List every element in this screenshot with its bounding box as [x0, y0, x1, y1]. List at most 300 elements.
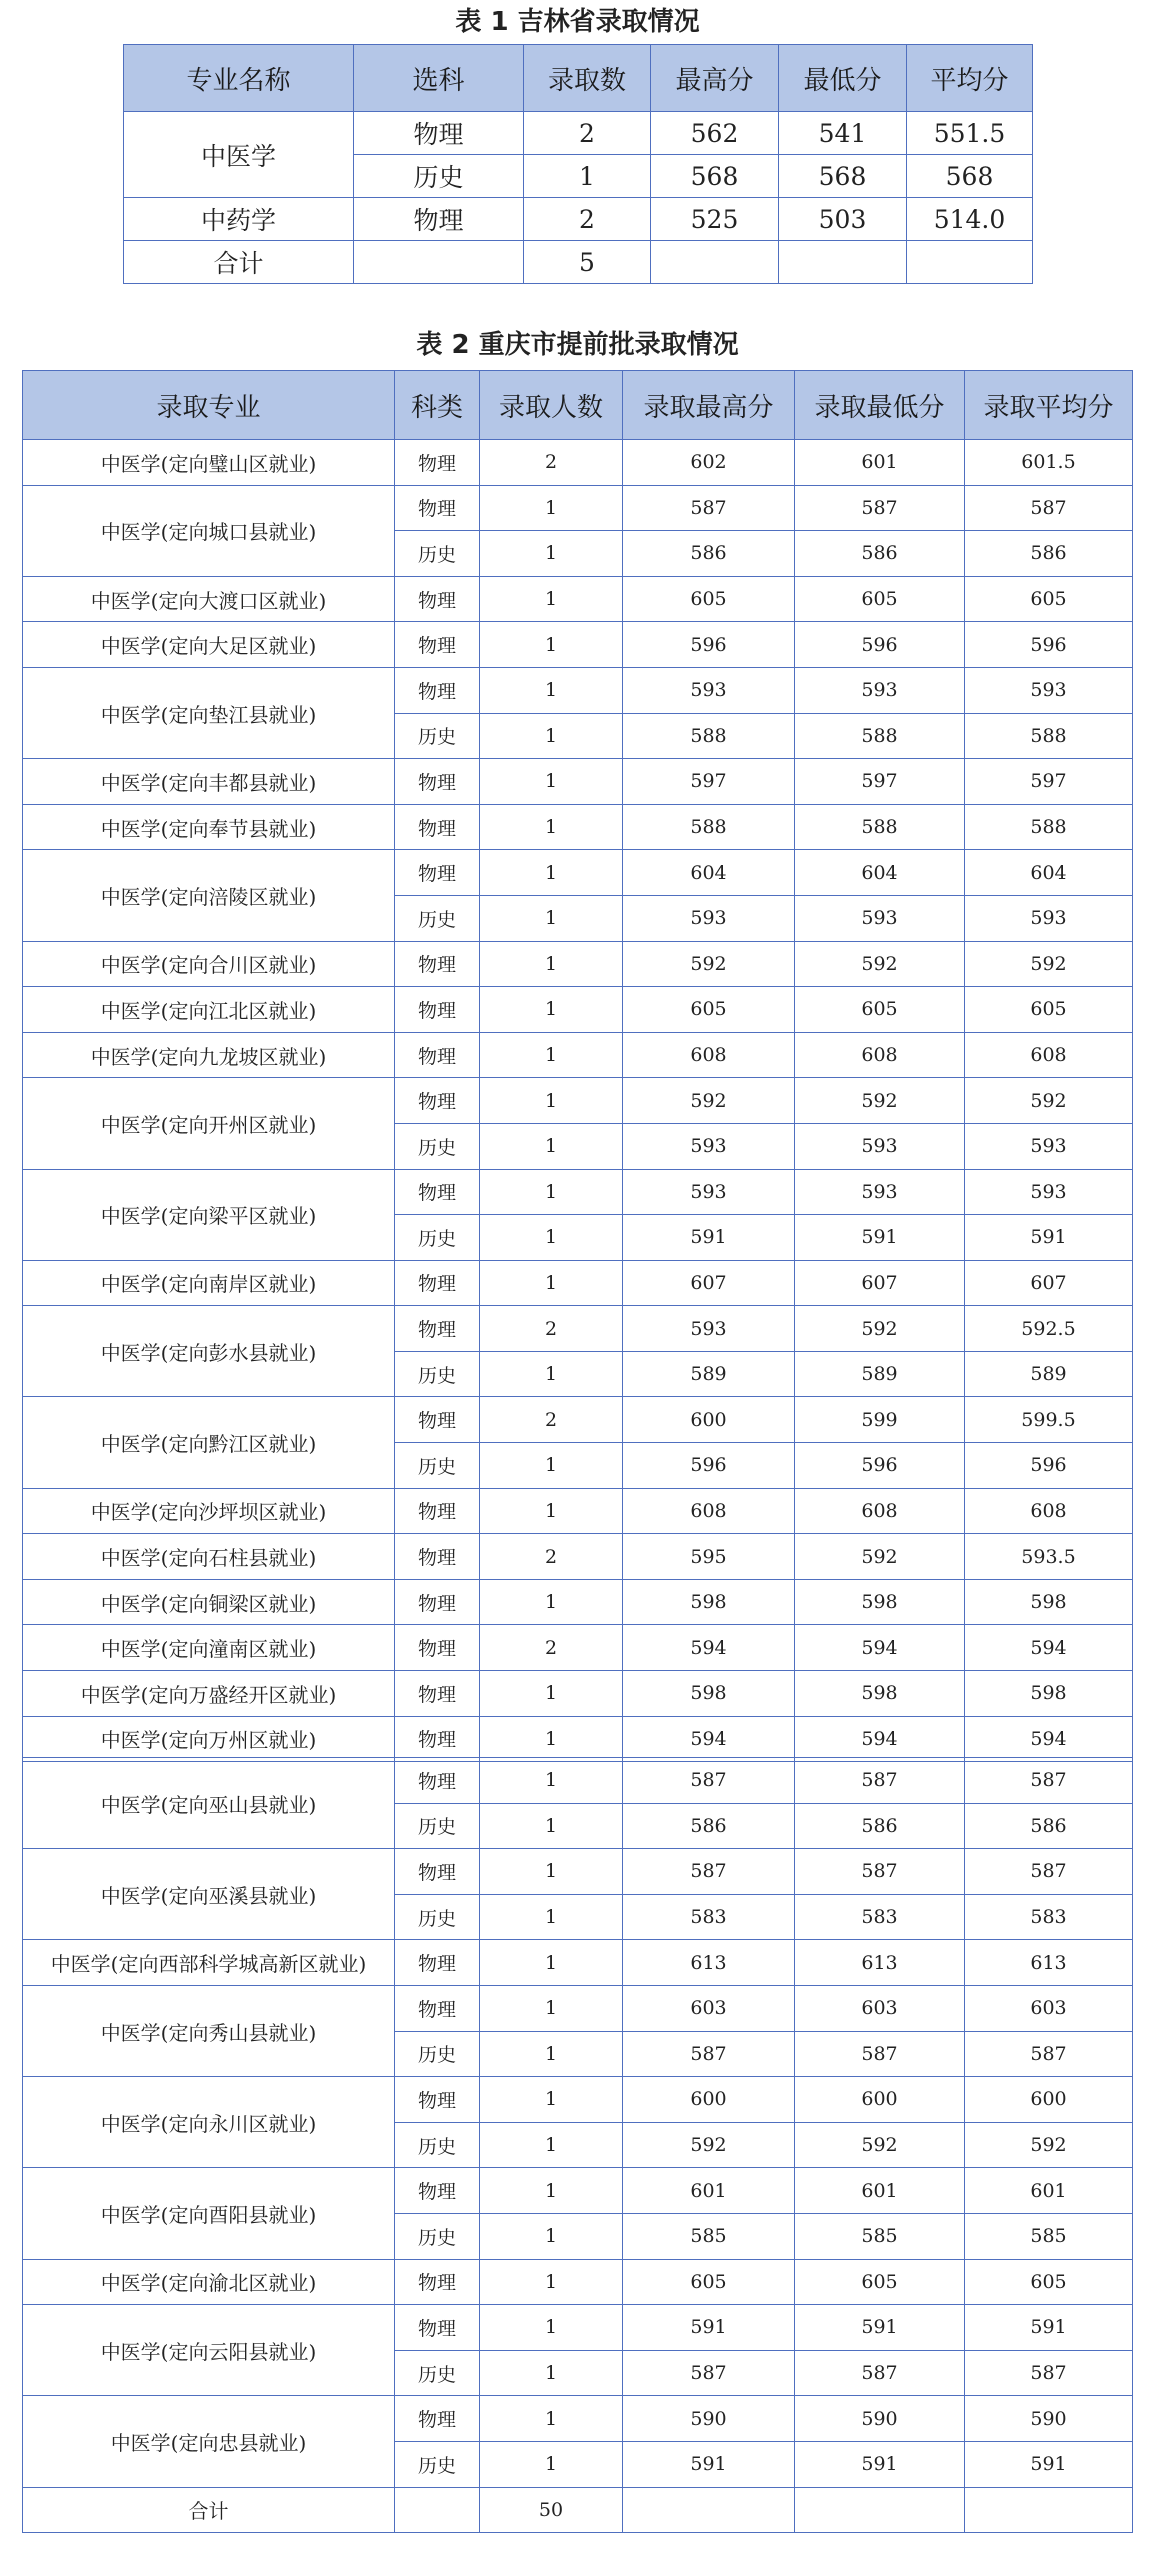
- table-row: [23, 1306, 1133, 1352]
- count-cell: 1: [480, 1443, 623, 1489]
- header-subject: 选科: [354, 45, 524, 112]
- table-row: [23, 667, 1133, 713]
- min-cell: 608: [795, 1032, 965, 1078]
- min-cell: 596: [795, 1443, 965, 1489]
- max-cell: 605: [623, 987, 795, 1033]
- max-cell: 593: [623, 1306, 795, 1352]
- avg-cell: 601.5: [965, 440, 1133, 486]
- header-major: 专业名称: [124, 45, 354, 112]
- avg-cell: 587: [965, 2350, 1133, 2396]
- table-row: [23, 987, 1133, 1033]
- count-cell: 1: [480, 1940, 623, 1986]
- total-row: [124, 241, 1033, 284]
- subject-cell: 物理: [395, 850, 480, 896]
- empty-cell: [779, 241, 907, 284]
- chongqing-admission-table: [22, 370, 1133, 1762]
- max-cell: 586: [623, 1803, 795, 1849]
- min-cell: 613: [795, 1940, 965, 1986]
- avg-cell: 588: [965, 804, 1133, 850]
- count-cell: 1: [480, 2122, 623, 2168]
- min-cell: 592: [795, 941, 965, 987]
- max-cell: 593: [623, 1169, 795, 1215]
- major-cell: 中医学(定向垫江县就业): [23, 667, 395, 758]
- avg-cell: 585: [965, 2213, 1133, 2259]
- major-cell: 中医学(定向黔江区就业): [23, 1397, 395, 1488]
- major-cell: 中医学(定向石柱县就业): [23, 1534, 395, 1580]
- min-cell: 583: [795, 1894, 965, 1940]
- major-cell: 中医学(定向云阳县就业): [23, 2305, 395, 2396]
- min-cell: 585: [795, 2213, 965, 2259]
- count-cell: 2: [480, 1306, 623, 1352]
- subject-cell: 物理: [395, 1032, 480, 1078]
- max-cell: 568: [651, 155, 779, 198]
- total-count: 50: [480, 2487, 623, 2533]
- table-row: [23, 1534, 1133, 1580]
- count-cell: 1: [480, 850, 623, 896]
- count-cell: 1: [480, 1803, 623, 1849]
- subject-cell: 物理: [395, 1758, 480, 1804]
- avg-cell: 587: [965, 2031, 1133, 2077]
- count-cell: 1: [480, 941, 623, 987]
- count-cell: 1: [480, 2168, 623, 2214]
- subject-cell: 物理: [395, 987, 480, 1033]
- min-cell: 594: [795, 1625, 965, 1671]
- avg-cell: 598: [965, 1579, 1133, 1625]
- avg-cell: 594: [965, 1625, 1133, 1671]
- max-cell: 600: [623, 1397, 795, 1443]
- table-row: [23, 941, 1133, 987]
- subject-cell: 物理: [395, 2168, 480, 2214]
- max-cell: 605: [623, 576, 795, 622]
- subject-cell: 物理: [395, 1716, 480, 1762]
- max-cell: 595: [623, 1534, 795, 1580]
- major-cell: 中医学(定向大足区就业): [23, 622, 395, 668]
- max-cell: 596: [623, 1443, 795, 1489]
- major-cell: 中医学(定向巫溪县就业): [23, 1849, 395, 1940]
- max-cell: 602: [623, 440, 795, 486]
- avg-cell: 608: [965, 1488, 1133, 1534]
- table-row: [23, 850, 1133, 896]
- min-cell: 600: [795, 2077, 965, 2123]
- min-cell: 604: [795, 850, 965, 896]
- count-cell: 1: [480, 1032, 623, 1078]
- avg-cell: 593.5: [965, 1534, 1133, 1580]
- table-row: [23, 1671, 1133, 1717]
- empty-cell: [795, 2487, 965, 2533]
- avg-cell: 583: [965, 1894, 1133, 1940]
- max-cell: 603: [623, 1985, 795, 2031]
- jilin-admission-table: [123, 44, 1033, 284]
- avg-cell: 586: [965, 531, 1133, 577]
- min-cell: 568: [779, 155, 907, 198]
- min-cell: 587: [795, 2350, 965, 2396]
- subject-cell: 历史: [354, 155, 524, 198]
- table2-caption: 表 2 重庆市提前批录取情况: [416, 330, 739, 360]
- major-cell: 中医学(定向璧山区就业): [23, 440, 395, 486]
- max-cell: 592: [623, 2122, 795, 2168]
- subject-cell: 历史: [395, 1215, 480, 1261]
- count-cell: 1: [480, 576, 623, 622]
- max-cell: 592: [623, 1078, 795, 1124]
- major-cell: 中医学(定向巫山县就业): [23, 1758, 395, 1849]
- min-cell: 603: [795, 1985, 965, 2031]
- table-row: [23, 1940, 1133, 1986]
- empty-cell: [651, 241, 779, 284]
- count-cell: 2: [480, 1397, 623, 1443]
- table-row: [23, 2168, 1133, 2214]
- major-cell: 中医学(定向合川区就业): [23, 941, 395, 987]
- subject-cell: 历史: [395, 1443, 480, 1489]
- count-cell: 1: [480, 2396, 623, 2442]
- table-row: [23, 1716, 1133, 1762]
- max-cell: 592: [623, 941, 795, 987]
- max-cell: 597: [623, 759, 795, 805]
- header-count: 录取数: [524, 45, 651, 112]
- table-row: [23, 804, 1133, 850]
- max-cell: 591: [623, 1215, 795, 1261]
- subject-cell: 物理: [354, 112, 524, 155]
- max-cell: 593: [623, 895, 795, 941]
- max-cell: 591: [623, 2305, 795, 2351]
- avg-cell: 592: [965, 2122, 1133, 2168]
- avg-cell: 593: [965, 1123, 1133, 1169]
- table-row: [23, 1397, 1133, 1443]
- max-cell: 594: [623, 1625, 795, 1671]
- min-cell: 593: [795, 895, 965, 941]
- major-cell: 中医学(定向涪陵区就业): [23, 850, 395, 941]
- major-cell: 中医学(定向丰都县就业): [23, 759, 395, 805]
- subject-cell: 物理: [395, 1579, 480, 1625]
- table-row: [23, 759, 1133, 805]
- major-cell: 中医学(定向酉阳县就业): [23, 2168, 395, 2259]
- subject-cell: 历史: [395, 2441, 480, 2487]
- count-cell: 1: [480, 2077, 623, 2123]
- min-cell: 598: [795, 1579, 965, 1625]
- min-cell: 587: [795, 485, 965, 531]
- subject-cell: 物理: [395, 804, 480, 850]
- major-cell: 中医学(定向潼南区就业): [23, 1625, 395, 1671]
- max-cell: 591: [623, 2441, 795, 2487]
- major-cell: 中医学(定向奉节县就业): [23, 804, 395, 850]
- count-cell: 1: [480, 1351, 623, 1397]
- subject-cell: 历史: [395, 1803, 480, 1849]
- subject-cell: 历史: [395, 1894, 480, 1940]
- avg-cell: 596: [965, 1443, 1133, 1489]
- min-cell: 586: [795, 1803, 965, 1849]
- avg-cell: 591: [965, 1215, 1133, 1261]
- avg-cell: 599.5: [965, 1397, 1133, 1443]
- count-cell: 1: [480, 1758, 623, 1804]
- avg-cell: 586: [965, 1803, 1133, 1849]
- avg-cell: 591: [965, 2441, 1133, 2487]
- max-cell: 593: [623, 667, 795, 713]
- avg-cell: 607: [965, 1260, 1133, 1306]
- total-label: 合计: [124, 241, 354, 284]
- max-cell: 587: [623, 1849, 795, 1895]
- subject-cell: 物理: [395, 622, 480, 668]
- subject-cell: 物理: [395, 1397, 480, 1443]
- subject-cell: 历史: [395, 2122, 480, 2168]
- major-cell: 中医学(定向忠县就业): [23, 2396, 395, 2487]
- major-cell: 中医学(定向梁平区就业): [23, 1169, 395, 1260]
- min-cell: 592: [795, 2122, 965, 2168]
- major-cell: 中医学(定向沙坪坝区就业): [23, 1488, 395, 1534]
- avg-cell: 596: [965, 622, 1133, 668]
- major-cell: 中医学(定向西部科学城高新区就业): [23, 1940, 395, 1986]
- major-cell: 中医学(定向万盛经开区就业): [23, 1671, 395, 1717]
- count-cell: 1: [480, 485, 623, 531]
- max-cell: 589: [623, 1351, 795, 1397]
- table-row: [23, 2396, 1133, 2442]
- table-row: [23, 1758, 1133, 1804]
- count-cell: 1: [480, 531, 623, 577]
- subject-cell: 物理: [395, 667, 480, 713]
- empty-cell: [965, 2487, 1133, 2533]
- count-cell: 1: [480, 1215, 623, 1261]
- table2-body-part2: [23, 1758, 1133, 2533]
- avg-cell: 592.5: [965, 1306, 1133, 1352]
- avg-cell: 597: [965, 759, 1133, 805]
- min-cell: 592: [795, 1534, 965, 1580]
- subject-cell: 物理: [395, 1985, 480, 2031]
- major-cell: 中医学: [124, 112, 354, 198]
- avg-cell: 514.0: [907, 198, 1033, 241]
- min-cell: 588: [795, 804, 965, 850]
- max-cell: 596: [623, 622, 795, 668]
- min-cell: 592: [795, 1078, 965, 1124]
- avg-cell: 608: [965, 1032, 1133, 1078]
- min-cell: 596: [795, 622, 965, 668]
- min-cell: 605: [795, 987, 965, 1033]
- avg-cell: 593: [965, 667, 1133, 713]
- avg-cell: 593: [965, 1169, 1133, 1215]
- count-cell: 1: [480, 895, 623, 941]
- min-cell: 594: [795, 1716, 965, 1762]
- major-cell: 中医学(定向彭水县就业): [23, 1306, 395, 1397]
- empty-cell: [623, 2487, 795, 2533]
- major-cell: 中医学(定向城口县就业): [23, 485, 395, 576]
- min-cell: 599: [795, 1397, 965, 1443]
- avg-cell: 591: [965, 2305, 1133, 2351]
- max-cell: 604: [623, 850, 795, 896]
- count-cell: 1: [480, 2031, 623, 2077]
- min-cell: 608: [795, 1488, 965, 1534]
- subject-cell: 物理: [395, 1940, 480, 1986]
- table-row: [124, 112, 1033, 155]
- avg-cell: 551.5: [907, 112, 1033, 155]
- min-cell: 587: [795, 1849, 965, 1895]
- count-cell: 1: [480, 1123, 623, 1169]
- empty-cell: [395, 2487, 480, 2533]
- header-subject: 科类: [395, 371, 480, 440]
- major-cell: 中医学(定向南岸区就业): [23, 1260, 395, 1306]
- table-row: [23, 576, 1133, 622]
- subject-cell: 物理: [395, 2259, 480, 2305]
- max-cell: 588: [623, 804, 795, 850]
- min-cell: 601: [795, 440, 965, 486]
- avg-cell: 587: [965, 1758, 1133, 1804]
- major-cell: 中医学(定向江北区就业): [23, 987, 395, 1033]
- count-cell: 1: [480, 1169, 623, 1215]
- count-cell: 1: [480, 667, 623, 713]
- table-row: [23, 1985, 1133, 2031]
- count-cell: 2: [524, 198, 651, 241]
- subject-cell: 历史: [395, 531, 480, 577]
- table1-header-row: [124, 45, 1033, 112]
- major-cell: 中医学(定向永川区就业): [23, 2077, 395, 2168]
- subject-cell: 物理: [395, 2396, 480, 2442]
- count-cell: 1: [480, 2259, 623, 2305]
- table-row: [23, 440, 1133, 486]
- header-major: 录取专业: [23, 371, 395, 440]
- count-cell: 1: [480, 1671, 623, 1717]
- total-count: 5: [524, 241, 651, 284]
- min-cell: 590: [795, 2396, 965, 2442]
- subject-cell: 历史: [395, 895, 480, 941]
- max-cell: 587: [623, 485, 795, 531]
- count-cell: 1: [480, 1579, 623, 1625]
- table-row: [23, 1625, 1133, 1671]
- subject-cell: 物理: [395, 1671, 480, 1717]
- count-cell: 2: [480, 1625, 623, 1671]
- min-cell: 587: [795, 1758, 965, 1804]
- header-max: 最高分: [651, 45, 779, 112]
- max-cell: 600: [623, 2077, 795, 2123]
- count-cell: 1: [480, 1894, 623, 1940]
- max-cell: 562: [651, 112, 779, 155]
- table-row: [23, 1032, 1133, 1078]
- avg-cell: 605: [965, 987, 1133, 1033]
- total-label: 合计: [23, 2487, 395, 2533]
- avg-cell: 590: [965, 2396, 1133, 2442]
- subject-cell: 历史: [395, 713, 480, 759]
- min-cell: 605: [795, 2259, 965, 2305]
- max-cell: 605: [623, 2259, 795, 2305]
- max-cell: 590: [623, 2396, 795, 2442]
- avg-cell: 589: [965, 1351, 1133, 1397]
- avg-cell: 613: [965, 1940, 1133, 1986]
- max-cell: 598: [623, 1579, 795, 1625]
- max-cell: 587: [623, 2031, 795, 2077]
- avg-cell: 592: [965, 941, 1133, 987]
- avg-cell: 600: [965, 2077, 1133, 2123]
- max-cell: 585: [623, 2213, 795, 2259]
- min-cell: 591: [795, 1215, 965, 1261]
- count-cell: 2: [480, 1534, 623, 1580]
- header-min: 最低分: [779, 45, 907, 112]
- subject-cell: 物理: [395, 941, 480, 987]
- subject-cell: 物理: [395, 1306, 480, 1352]
- min-cell: 592: [795, 1306, 965, 1352]
- min-cell: 607: [795, 1260, 965, 1306]
- table1-caption: 表 1 吉林省录取情况: [455, 7, 700, 37]
- count-cell: 1: [524, 155, 651, 198]
- count-cell: 1: [480, 622, 623, 668]
- avg-cell: 594: [965, 1716, 1133, 1762]
- major-cell: 中药学: [124, 198, 354, 241]
- min-cell: 597: [795, 759, 965, 805]
- empty-cell: [354, 241, 524, 284]
- min-cell: 593: [795, 1169, 965, 1215]
- subject-cell: 物理: [395, 1625, 480, 1671]
- max-cell: 594: [623, 1716, 795, 1762]
- count-cell: 1: [480, 1260, 623, 1306]
- max-cell: 608: [623, 1032, 795, 1078]
- max-cell: 593: [623, 1123, 795, 1169]
- max-cell: 586: [623, 531, 795, 577]
- max-cell: 525: [651, 198, 779, 241]
- subject-cell: 物理: [395, 2077, 480, 2123]
- min-cell: 589: [795, 1351, 965, 1397]
- count-cell: 1: [480, 713, 623, 759]
- count-cell: 1: [480, 2213, 623, 2259]
- count-cell: 1: [480, 759, 623, 805]
- table2-body-part1: [23, 440, 1133, 1762]
- avg-cell: 601: [965, 2168, 1133, 2214]
- count-cell: 2: [480, 440, 623, 486]
- count-cell: 1: [480, 1985, 623, 2031]
- max-cell: 607: [623, 1260, 795, 1306]
- table-row: [23, 2305, 1133, 2351]
- major-cell: 中医学(定向渝北区就业): [23, 2259, 395, 2305]
- subject-cell: 物理: [395, 440, 480, 486]
- subject-cell: 物理: [395, 2305, 480, 2351]
- table-row: [124, 198, 1033, 241]
- count-cell: 1: [480, 2305, 623, 2351]
- subject-cell: 历史: [395, 1123, 480, 1169]
- min-cell: 605: [795, 576, 965, 622]
- min-cell: 541: [779, 112, 907, 155]
- table-row: [23, 2077, 1133, 2123]
- max-cell: 601: [623, 2168, 795, 2214]
- min-cell: 598: [795, 1671, 965, 1717]
- min-cell: 593: [795, 1123, 965, 1169]
- header-avg: 平均分: [907, 45, 1033, 112]
- table-row: [23, 1169, 1133, 1215]
- table-row: [23, 622, 1133, 668]
- subject-cell: 物理: [395, 1078, 480, 1124]
- max-cell: 588: [623, 713, 795, 759]
- max-cell: 587: [623, 1758, 795, 1804]
- count-cell: 1: [480, 2350, 623, 2396]
- min-cell: 503: [779, 198, 907, 241]
- count-cell: 1: [480, 987, 623, 1033]
- min-cell: 587: [795, 2031, 965, 2077]
- avg-cell: 604: [965, 850, 1133, 896]
- max-cell: 583: [623, 1894, 795, 1940]
- subject-cell: 物理: [395, 1849, 480, 1895]
- major-cell: 中医学(定向大渡口区就业): [23, 576, 395, 622]
- major-cell: 中医学(定向开州区就业): [23, 1078, 395, 1169]
- header-max: 录取最高分: [623, 371, 795, 440]
- empty-cell: [907, 241, 1033, 284]
- table2-header-row: [23, 371, 1133, 440]
- header-count: 录取人数: [480, 371, 623, 440]
- min-cell: 601: [795, 2168, 965, 2214]
- max-cell: 608: [623, 1488, 795, 1534]
- major-cell: 中医学(定向铜梁区就业): [23, 1579, 395, 1625]
- subject-cell: 历史: [395, 2213, 480, 2259]
- count-cell: 1: [480, 1849, 623, 1895]
- avg-cell: 568: [907, 155, 1033, 198]
- avg-cell: 587: [965, 485, 1133, 531]
- min-cell: 591: [795, 2441, 965, 2487]
- avg-cell: 588: [965, 713, 1133, 759]
- subject-cell: 物理: [354, 198, 524, 241]
- min-cell: 586: [795, 531, 965, 577]
- header-min: 录取最低分: [795, 371, 965, 440]
- avg-cell: 598: [965, 1671, 1133, 1717]
